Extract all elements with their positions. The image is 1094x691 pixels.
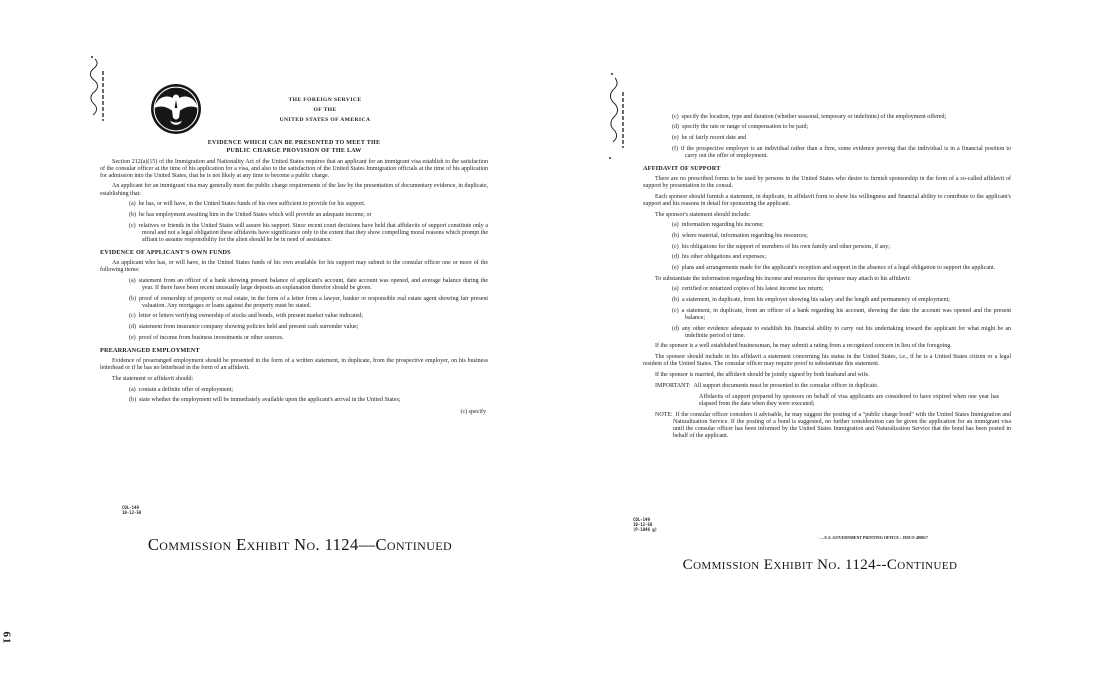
form-code-line: (P-1046 g) bbox=[633, 526, 658, 532]
list-item-text: proof of ownership of property or real estate, in the form of a letter from a lawyer, banker or responsible real estate agent showing fair present valuation. Any mortgages or loans against the property must be stated. bbox=[139, 295, 488, 309]
list-item bbox=[643, 265, 1011, 272]
list-item-label: (b) bbox=[672, 297, 679, 304]
list-item-label: (b) bbox=[672, 232, 679, 239]
list-item bbox=[643, 254, 1011, 261]
page-number-text: 61 bbox=[0, 631, 13, 645]
list-item-label: (e) bbox=[672, 265, 679, 272]
list-item-label: (a) bbox=[672, 286, 679, 293]
important-label: IMPORTANT: bbox=[655, 382, 691, 389]
letterhead-line: OF THE bbox=[313, 107, 337, 113]
list-item-text: relatives or friends in the United States will assure his support. Since recent court decisions have held that affidavits of support constitute only a moral and not a legal obligation these affidavits have significance only to the extent that they show compelling moral reasons which prompt the affiant to assume responsibility for the alien should he be in need of assistance. bbox=[138, 222, 488, 243]
paragraph: To substantiate the information regarding his income and resources the sponsor may attach to his affidavit: bbox=[655, 275, 911, 282]
list-item-text: letter or letters verifying ownership of stocks and bonds, with present market value indicated; bbox=[138, 313, 363, 320]
form-code-line: COL-149 bbox=[633, 517, 650, 522]
list-item-label: (c) bbox=[129, 313, 136, 320]
list-item bbox=[100, 335, 488, 342]
list-item-text: information regarding his income; bbox=[681, 222, 764, 229]
list-item-label: (d) bbox=[672, 254, 679, 261]
list-item-label: (d) bbox=[129, 324, 136, 331]
list-item bbox=[100, 212, 488, 219]
list-item-label: (f) bbox=[672, 145, 678, 152]
list-item-text: a statement, in duplicate, from his employer showing his salary and the length and permanency of employment; bbox=[682, 297, 950, 304]
paragraph: If the sponsor is a well established businessman, he may submit a rating from a recognized concern in lieu of the foregoing. bbox=[655, 343, 952, 350]
list-item-label: (e) bbox=[129, 334, 136, 341]
list-item-label: (b) bbox=[129, 211, 136, 218]
list-item-label: (c) bbox=[672, 243, 679, 250]
rotated-page-number bbox=[0, 622, 22, 656]
list-item-text: proof of income from business investments or other sources. bbox=[138, 334, 284, 341]
list-item-label: (e) bbox=[672, 134, 679, 141]
note-text: If the consular officer considers it advisable, he may suggest the posting of a "public charge bond" with the United States Immigration and Naturalization Service. If the posting of a bond is suggested, no further consideration can be given the application for an immigrant visa until the consular officer has been informed by the United States Immigration and Naturalization Service that the bond has been posted in behalf of the applicant. bbox=[673, 411, 1011, 440]
list-item bbox=[643, 244, 1011, 251]
gpo-imprint: · —U.S. GOVERNMENT PRINTING OFFICE : 1958 O-480017 bbox=[818, 535, 928, 540]
right-page bbox=[643, 110, 1011, 444]
list-item-text: specify the rate or range of compensation to be paid; bbox=[682, 124, 809, 131]
list-item bbox=[643, 222, 1011, 229]
list-item bbox=[100, 387, 488, 394]
note-label: NOTE: bbox=[655, 411, 673, 418]
list-item bbox=[643, 124, 1011, 131]
list-item bbox=[643, 297, 1011, 304]
list-item-label: (a) bbox=[672, 222, 679, 229]
paragraph: If the sponsor is married, the affidavit should be jointly signed by both husband and wife. bbox=[655, 371, 870, 378]
list-item-label: (a) bbox=[129, 277, 136, 284]
great-seal-icon bbox=[150, 83, 202, 135]
list-item-label: (c) bbox=[672, 113, 679, 120]
list-item bbox=[643, 308, 1011, 322]
form-code-line: 10-12-58 bbox=[122, 509, 142, 515]
list-item-text: plans and arrangements made for the applicant's reception and support in the absence of a legal obligation to support the applicant. bbox=[681, 265, 996, 272]
note-paragraph bbox=[643, 412, 1011, 440]
section-heading: PREARRANGED EMPLOYMENT bbox=[100, 347, 200, 355]
list-item bbox=[643, 233, 1011, 240]
list-item-text: contain a definite offer of employment; bbox=[138, 386, 234, 393]
list-item bbox=[100, 278, 488, 292]
letterhead bbox=[230, 95, 420, 125]
list-item bbox=[643, 326, 1011, 340]
left-page bbox=[100, 83, 488, 416]
form-code-line: COL-149 bbox=[122, 505, 139, 510]
continuation-catchword: (c) specify bbox=[460, 409, 486, 416]
list-item-text: a statement, in duplicate, from an officer of a bank regarding his account, showing the date the account was opened and the present balance; bbox=[681, 307, 1011, 321]
exhibit-caption-left: Commission Exhibit No. 1124—Continued bbox=[147, 535, 453, 554]
section-heading: EVIDENCE OF APPLICANT'S OWN FUNDS bbox=[100, 249, 231, 257]
list-item-label: (b) bbox=[129, 397, 136, 404]
list-item-label: (d) bbox=[672, 325, 679, 332]
list-item-text: any other evidence adequate to establish his financial ability to carry out his undertaking toward the applicant for what might be an indefinite period of time. bbox=[682, 325, 1011, 339]
list-item-label: (a) bbox=[129, 386, 136, 393]
list-item bbox=[100, 296, 488, 310]
list-item bbox=[100, 397, 488, 404]
paragraph: The sponsor should include in his affidavit a statement concerning his status in the United States, i.e., if he is a United States citizen or a legal resident of the United States. The consular officer may require proof to substantiate this statement. bbox=[643, 354, 1011, 368]
paragraph: The statement or affidavit should: bbox=[112, 375, 194, 382]
list-item-text: be of fairly recent date and bbox=[681, 134, 747, 141]
document-title bbox=[100, 140, 488, 155]
list-item-text: his other obligations and expenses; bbox=[682, 254, 766, 261]
list-item-text: specify the location, type and duration (whether seasonal, temporary or indefinite) of the employment offered; bbox=[681, 113, 947, 120]
list-item bbox=[643, 286, 1011, 293]
paragraph: Section 212(a)(15) of the Immigration and Nationality Act of the United States requires that an applicant for an immigrant visa establish to the satisfaction of the consular officer at the time of his application for a visa, and also to the satisfaction of the United States Immigration officials at the time of his application for admission into the United States, that he is not likely at any time to become a public charge. bbox=[100, 158, 488, 179]
list-item bbox=[100, 313, 488, 320]
form-code bbox=[122, 506, 141, 516]
list-item-text: statement from insurance company showing policies held and present cash surrender value; bbox=[139, 324, 359, 331]
paragraph: There are no prescribed forms to be used by persons in the United States who desire to furnish sponsorship in the form of a so-called affidavit of support by presentation to the consul. bbox=[643, 176, 1011, 190]
document-title-line: EVIDENCE WHICH CAN BE PRESENTED TO MEET THE bbox=[207, 140, 381, 146]
list-item-text: his obligations for the support of members of his own family and other persons, if any; bbox=[681, 243, 890, 250]
important-note bbox=[643, 383, 1011, 390]
list-item bbox=[643, 114, 1011, 121]
list-item-label: (d) bbox=[672, 124, 679, 131]
handwritten-margin-annotation bbox=[607, 70, 631, 162]
indented-paragraph: Affidavits of support prepared by sponsors on behalf of visa applicants are considered to have expired when one year has elapsed from the date when they were executed; bbox=[699, 394, 999, 408]
form-code bbox=[633, 518, 657, 532]
document-title-line: PUBLIC CHARGE PROVISION OF THE LAW bbox=[226, 147, 362, 154]
form-code-line: 10-12-58 bbox=[633, 521, 653, 527]
handwritten-margin-annotation bbox=[88, 55, 110, 133]
list-item-text: certified or notarized copies of his latest income tax return; bbox=[681, 286, 824, 293]
paragraph: Evidence of prearranged employment should be presented in the form of a written statement, in duplicate, from the prospective employer, on his business letterhead or if he has no letterhead in the form of an affidavit. bbox=[100, 358, 488, 372]
list-item-text: he has, or will have, in the United States funds of his own sufficient to provide for his support. bbox=[138, 201, 366, 208]
list-item-text: where material, information regarding his resources; bbox=[682, 232, 808, 239]
exhibit-caption-right: Commission Exhibit No. 1124--Continued bbox=[682, 557, 958, 573]
list-item bbox=[643, 135, 1011, 142]
paragraph: The sponsor's statement should include: bbox=[655, 211, 751, 218]
list-item-label: (c) bbox=[129, 222, 136, 229]
letterhead-line: UNITED STATES OF AMERICA bbox=[279, 117, 371, 123]
letterhead-line: THE FOREIGN SERVICE bbox=[288, 97, 362, 103]
list-item bbox=[100, 201, 488, 208]
list-item-label: (b) bbox=[129, 295, 136, 302]
list-item-label: (c) bbox=[672, 307, 679, 314]
list-item-text: if the prospective employer is an individual rather than a firm, some evidence proving that the individual is in a financial position to carry out the offer of employment. bbox=[681, 145, 1011, 159]
list-item-text: he has employment awaiting him in the United States which will provide an adequate income; or bbox=[139, 211, 372, 218]
list-item bbox=[100, 223, 488, 244]
important-text: All support documents must be presented to the consular officer in duplicate. bbox=[693, 382, 879, 389]
paragraph: An applicant who has, or will have, in the United States funds of his own available for his support may submit to the consular officer one or more of the following items: bbox=[100, 260, 488, 274]
list-item bbox=[643, 146, 1011, 160]
list-item-label: (a) bbox=[129, 201, 136, 208]
list-item-text: statement from an officer of a bank showing present balance of applicant's account, date account was opened, and average balance during the year. If there have been recent unusually large deposits an explanation therefor should be given. bbox=[138, 277, 488, 291]
list-item bbox=[100, 324, 488, 331]
paragraph: Each sponsor should furnish a statement, in duplicate, in affidavit form to show his willingness and financial ability to contribute to the applicant's support and his reasons in detail for sponsoring the applicant. bbox=[643, 193, 1011, 207]
list-item-text: state whether the employment will be immediately available upon the applicant's arrival in the United States; bbox=[139, 397, 401, 404]
paragraph: An applicant for an immigrant visa may generally meet the public charge requirements of the law by the presentation of documentary evidence, in duplicate, establishing that: bbox=[100, 183, 488, 197]
section-heading: AFFIDAVIT OF SUPPORT bbox=[643, 165, 721, 173]
